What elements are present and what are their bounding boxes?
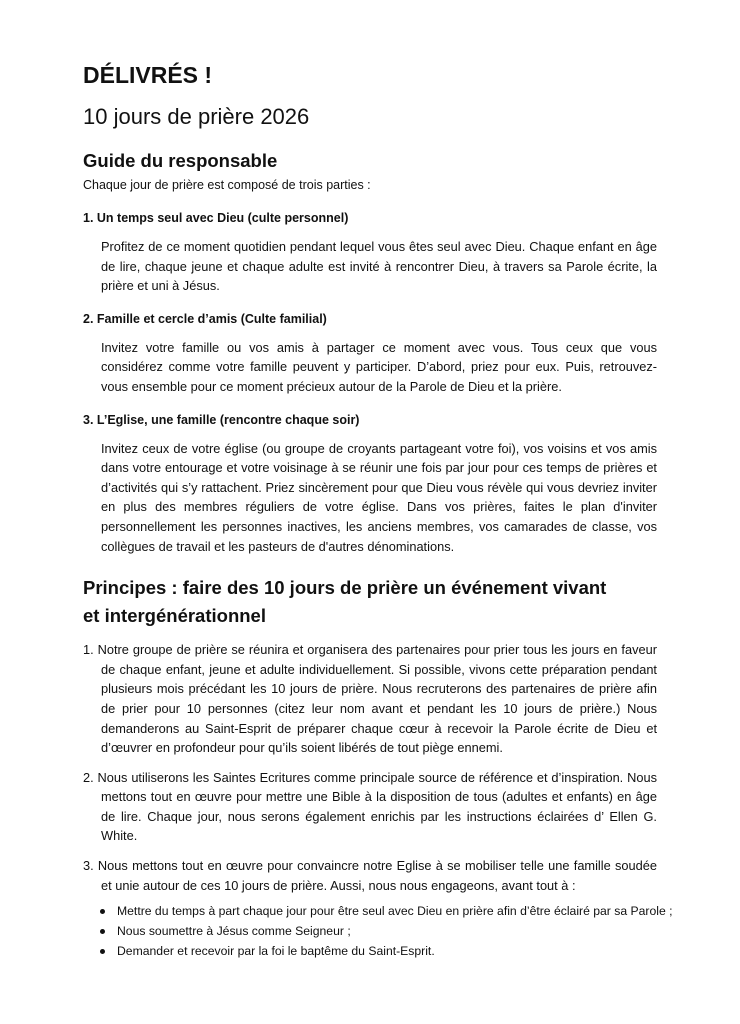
document-page (83, 60, 673, 961)
part-heading: 1. Un temps seul avec Dieu (culte personnel) (83, 211, 349, 225)
document-subtitle: 10 jours de prière 2026 (83, 104, 310, 129)
principles-list (83, 640, 657, 895)
part-heading: 3. L’Eglise, une famille (rencontre chaque soir) (83, 412, 360, 427)
guide-intro: Chaque jour de prière est composé de trois parties : (83, 178, 371, 192)
part-heading: 2. Famille et cercle d’amis (Culte familial) (83, 311, 327, 326)
principles-heading-line2: et intergénérationnel (83, 605, 266, 627)
part-text: Invitez ceux de votre église (ou groupe de croyants partageant votre foi), vos voisins et vos amis dans votre entourage et votre voisinage à se réunir une fois par jour pour ces temps de prières et d’activités qui s’y rattachent. Priez sincèrement pour que Dieu vous révèle qui vous devriez inviter en plus des membres réguliers de votre église. Dans vos prières, faites le plan d'inviter personnellement les personnes inactives, les anciens membres, vos camarades de classe, vos collègues de travail et les pasteurs de d'autres dénominations. (101, 440, 657, 554)
commitment-list (83, 901, 673, 961)
principle-item: 3. Nous mettons tout en œuvre pour convaincre notre Eglise à se mobiliser telle une famille soudée et unie autour de ces 10 jours de prière. Aussi, nous nous engageons, avant tout à : (83, 858, 657, 893)
commitment-item: Demander et recevoir par la foi le baptême du Saint-Esprit. (117, 941, 657, 961)
principles-heading (83, 574, 657, 630)
commitment-item: Mettre du temps à part chaque jour pour être seul avec Dieu en prière afin d’être éclairé par sa Parole ; (117, 901, 657, 921)
principles-heading-line1: Principes : faire des 10 jours de prière un événement vivant (83, 577, 607, 599)
principle-item: 2. Nous utiliserons les Saintes Ecritures comme principale source de référence et d’inspiration. Nous mettons tout en œuvre pour mettre une Bible à la disposition de tous (adultes et enfants) en âge de lire. Chaque jour, nous serons également enrichis par les instructions éclairées d’ Ellen G. White. (83, 769, 657, 844)
commitment-item: Nous soumettre à Jésus comme Seigneur ; (117, 921, 657, 941)
part-text: Profitez de ce moment quotidien pendant lequel vous êtes seul avec Dieu. Chaque enfant en âge de lire, chaque jeune et chaque adulte est invité à rencontrer Dieu, à travers sa Parole écrite, la prière et uni à Jésus. (101, 239, 657, 294)
guide-heading: Guide du responsable (83, 150, 278, 171)
document-title: DÉLIVRÉS ! (83, 62, 213, 88)
part-text: Invitez votre famille ou vos amis à partager ce moment avec vous. Tous ceux que vous considérez comme votre famille peuvent y participer. D’abord, priez pour eux. Puis, retrouvez-vous ensemble pour ce moment précieux autour de la Parole de Dieu et la prière. (101, 339, 657, 394)
principle-item: 1. Notre groupe de prière se réunira et organisera des partenaires pour prier tous les jours en faveur de chaque enfant, jeune et adulte individuellement. Si possible, vivons cette préparation pendant plusieurs mois précédant les 10 jours de prière. Nous recruterons des partenaires de prière afin de prier pour 10 personnes (citez leur nom avant et pendant les 10 jours de prière.) Nous demanderons au Saint-Esprit de préparer chaque cœur à recevoir la Parole écrite de Dieu et d’œuvrer en profondeur pour qu’ils soient libérés de tout piège ennemi. (83, 642, 657, 756)
